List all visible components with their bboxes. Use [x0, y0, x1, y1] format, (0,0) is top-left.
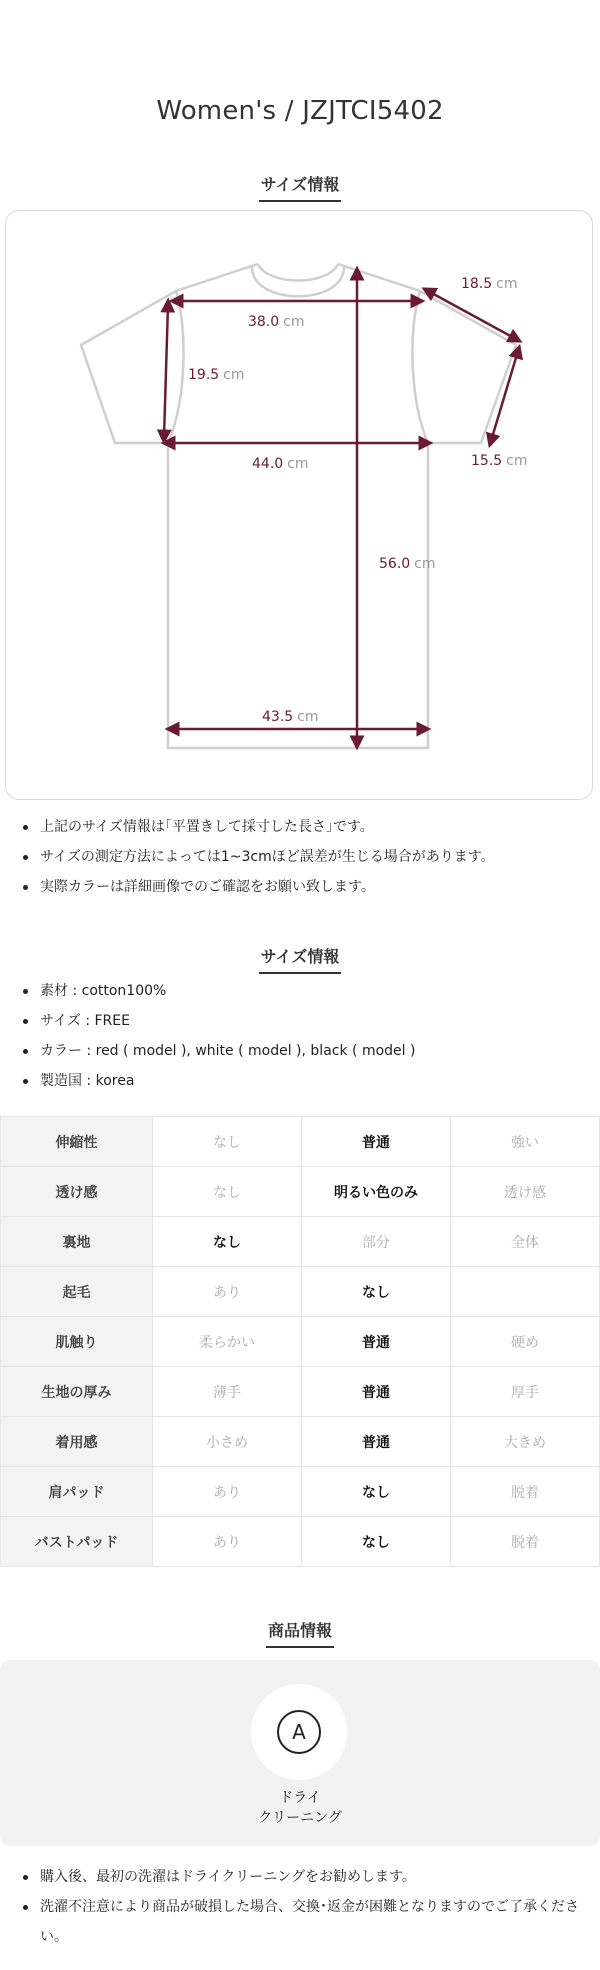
attribute-label: 裏地: [1, 1217, 153, 1267]
care-label-line: ドライ: [279, 1790, 321, 1806]
tshirt-diagram: [6, 211, 594, 801]
list-item: 素材 : cotton100%: [40, 976, 415, 1006]
size-notes-list: [20, 812, 495, 902]
attribute-option: [451, 1267, 600, 1317]
attribute-label: 起毛: [1, 1267, 153, 1317]
size-diagram: [5, 210, 593, 800]
attribute-label: 肌触り: [1, 1317, 153, 1367]
attribute-label: 生地の厚み: [1, 1367, 153, 1417]
list-item: 製造国 : korea: [40, 1066, 415, 1096]
table-row: [1, 1417, 600, 1467]
attribute-option: 普通: [302, 1317, 451, 1367]
attribute-option: 小さめ: [153, 1417, 302, 1467]
product-info-heading-text: 商品情報: [266, 1618, 334, 1648]
total-length-label: 56.0 cm: [379, 556, 436, 572]
table-row: [1, 1317, 600, 1367]
list-item: 上記のサイズ情報は｢平置きして採寸した長さ｣です。: [40, 812, 495, 842]
table-row: [1, 1367, 600, 1417]
list-item-continuation: い。: [40, 1929, 68, 1945]
attribute-option: なし: [153, 1117, 302, 1167]
sleeve-length-line: [428, 291, 516, 339]
list-item: サイズ : FREE: [40, 1006, 415, 1036]
list-item: サイズの測定方法によっては1~3cmほど誤差が生じる場合があります。: [40, 842, 495, 872]
attribute-option: 普通: [302, 1417, 451, 1467]
table-row: [1, 1167, 600, 1217]
sleeve-length-label: 18.5 cm: [461, 276, 518, 292]
attribute-option: なし: [302, 1267, 451, 1317]
table-row: [1, 1267, 600, 1317]
attribute-label: 伸縮性: [1, 1117, 153, 1167]
list-item: カラー : red ( model ), white ( model ), black ( model ): [40, 1036, 415, 1066]
list-item: 洗濯不注意により商品が破損した場合、交換･返金が困難となりますのでご了承くださ: [40, 1892, 579, 1922]
size-info-heading-text: サイズ情報: [259, 172, 342, 202]
neck-width-label: 38.0 cm: [248, 314, 305, 330]
attribute-option: あり: [153, 1267, 302, 1317]
care-notes-list: [20, 1862, 579, 1952]
attribute-option: あり: [153, 1517, 302, 1567]
attribute-option: 薄手: [153, 1367, 302, 1417]
attribute-option: 全体: [451, 1217, 600, 1267]
spec-list: [20, 976, 415, 1096]
attribute-option: 脱着: [451, 1467, 600, 1517]
care-label: [0, 1788, 600, 1828]
table-row: [1, 1217, 600, 1267]
list-item: 購入後、最初の洗濯はドライクリーニングをお勧めします。: [40, 1862, 579, 1892]
fabric-attributes-table: [0, 1116, 600, 1567]
attribute-label: 肩パッド: [1, 1467, 153, 1517]
attribute-option: 普通: [302, 1367, 451, 1417]
attribute-option: なし: [302, 1467, 451, 1517]
hem-width-label: 43.5 cm: [262, 709, 319, 725]
attribute-option: 透け感: [451, 1167, 600, 1217]
armhole-line: [164, 305, 168, 437]
attribute-label: 着用感: [1, 1417, 153, 1467]
size-info-heading: [0, 172, 600, 202]
dry-clean-icon: [251, 1684, 347, 1780]
product-info-size-heading: [0, 944, 600, 974]
list-item: 実際カラーは詳細画像でのご確認をお願い致します。: [40, 872, 495, 902]
product-title: Women's / JZJTCI5402: [156, 96, 444, 126]
attribute-option: なし: [153, 1217, 302, 1267]
table-row: [1, 1117, 600, 1167]
attribute-option: 普通: [302, 1117, 451, 1167]
table-row: [1, 1517, 600, 1567]
attribute-option: 厚手: [451, 1367, 600, 1417]
care-label-line: クリーニング: [258, 1810, 342, 1826]
sleeve-opening-label: 15.5 cm: [471, 453, 528, 469]
tshirt-outline: [81, 264, 516, 748]
sleeve-opening-line: [491, 351, 518, 441]
attribute-option: 明るい色のみ: [302, 1167, 451, 1217]
dimension-lines: [164, 273, 518, 743]
product-info-size-heading-text: サイズ情報: [259, 944, 342, 974]
attribute-option: 大きめ: [451, 1417, 600, 1467]
attribute-option: なし: [302, 1517, 451, 1567]
care-panel: [0, 1660, 600, 1846]
attribute-option: 硬め: [451, 1317, 600, 1367]
attribute-label: バストパッド: [1, 1517, 153, 1567]
attribute-option: 脱着: [451, 1517, 600, 1567]
chest-width-label: 44.0 cm: [252, 456, 309, 472]
attribute-option: なし: [153, 1167, 302, 1217]
product-info-heading: [0, 1618, 600, 1648]
attribute-option: あり: [153, 1467, 302, 1517]
attribute-label: 透け感: [1, 1167, 153, 1217]
table-row: [1, 1467, 600, 1517]
care-symbol: A: [277, 1710, 321, 1754]
attribute-option: 柔らかい: [153, 1317, 302, 1367]
armhole-label: 19.5 cm: [188, 367, 245, 383]
attribute-option: 強い: [451, 1117, 600, 1167]
attribute-option: 部分: [302, 1217, 451, 1267]
